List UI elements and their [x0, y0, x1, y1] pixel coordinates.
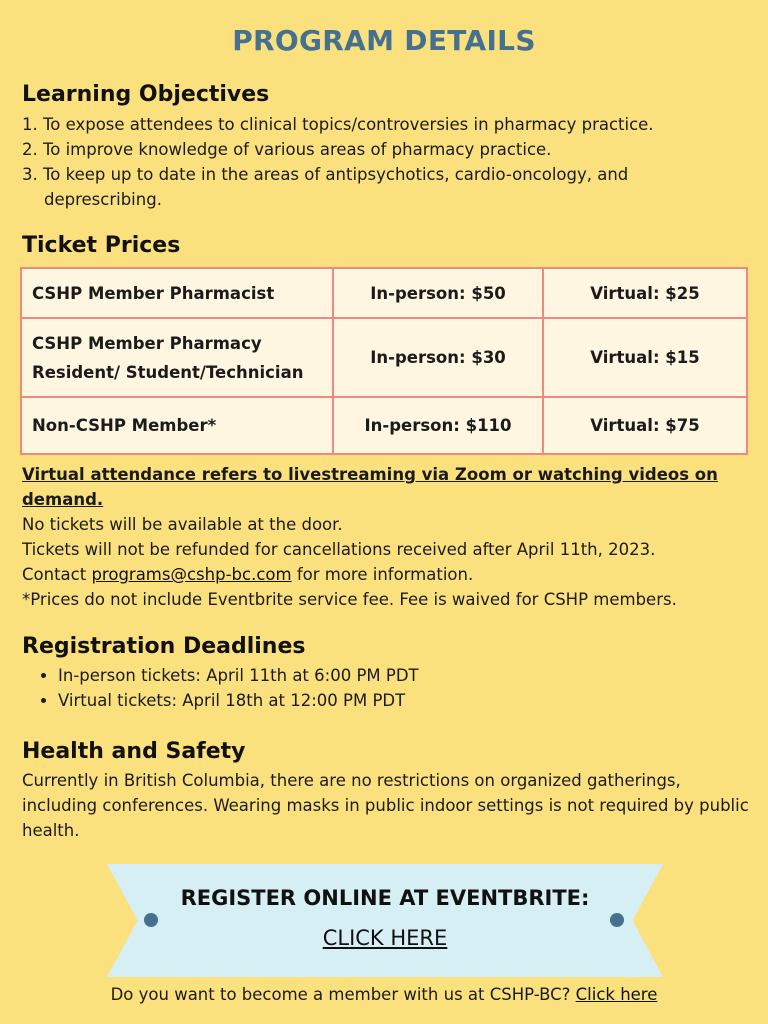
health-safety-heading: Health and Safety	[22, 739, 246, 764]
ticket-category: CSHP Member Pharmacy Resident/ Student/Technician	[21, 318, 333, 397]
contact-suffix: for more information.	[291, 565, 474, 584]
virtual-price: Virtual: $15	[543, 318, 747, 397]
contact-note	[22, 562, 752, 587]
learning-objectives-heading: Learning Objectives	[22, 82, 270, 107]
contact-prefix: Contact	[22, 565, 92, 584]
virtual-price: Virtual: $75	[543, 397, 747, 454]
table-row	[21, 397, 747, 454]
table-row	[21, 318, 747, 397]
banner-dot-icon	[144, 913, 158, 927]
fee-note: *Prices do not include Eventbrite service fee. Fee is waived for CSHP members.	[22, 590, 677, 609]
health-safety-text: Currently in British Columbia, there are no restrictions on organized gatherings, including conferences. Wearing masks in public indoor settings is not required by public health.	[22, 771, 749, 840]
contact-email-link[interactable]: programs@cshp-bc.com	[91, 565, 292, 584]
no-door-note: No tickets will be available at the door.	[22, 515, 343, 534]
register-title: REGISTER ONLINE AT EVENTBRITE:	[180, 886, 590, 910]
in-person-price: In-person: $110	[333, 397, 543, 454]
register-banner	[107, 864, 663, 977]
ticket-prices-table	[20, 267, 748, 455]
objective-item: 3. To keep up to date in the areas of antipsychotics, cardio-oncology, and deprescribing.	[22, 165, 629, 209]
page-title: PROGRAM DETAILS	[232, 24, 536, 57]
virtual-price: Virtual: $25	[543, 268, 747, 318]
in-person-price: In-person: $50	[333, 268, 543, 318]
ticket-category: CSHP Member Pharmacist	[21, 268, 333, 318]
learning-objectives-list	[22, 112, 742, 212]
refund-note: Tickets will not be refunded for cancellations received after April 11th, 2023.	[22, 540, 656, 559]
membership-footer	[0, 985, 768, 1004]
ticket-notes	[22, 512, 752, 612]
in-person-price: In-person: $30	[333, 318, 543, 397]
banner-dot-icon	[610, 913, 624, 927]
ticket-category: Non-CSHP Member*	[21, 397, 333, 454]
deadline-item: • Virtual tickets: April 18th at 12:00 PM PDT	[58, 688, 419, 713]
objective-item: 2. To improve knowledge of various areas of pharmacy practice.	[22, 140, 552, 159]
ticket-prices-heading: Ticket Prices	[22, 233, 181, 258]
registration-deadlines-heading: Registration Deadlines	[22, 634, 306, 659]
deadlines-list	[22, 663, 419, 713]
table-row	[21, 268, 747, 318]
register-click-here-link[interactable]: CLICK HERE	[322, 926, 448, 950]
objective-item: 1. To expose attendees to clinical topics/controversies in pharmacy practice.	[22, 115, 654, 134]
footer-text: Do you want to become a member with us at CSHP-BC?	[110, 985, 576, 1004]
membership-click-here-link[interactable]: Click here	[575, 985, 658, 1004]
deadline-item: • In-person tickets: April 11th at 6:00 PM PDT	[58, 663, 419, 688]
virtual-attendance-note: Virtual attendance refers to livestreaming via Zoom or watching videos on demand.	[22, 465, 718, 509]
